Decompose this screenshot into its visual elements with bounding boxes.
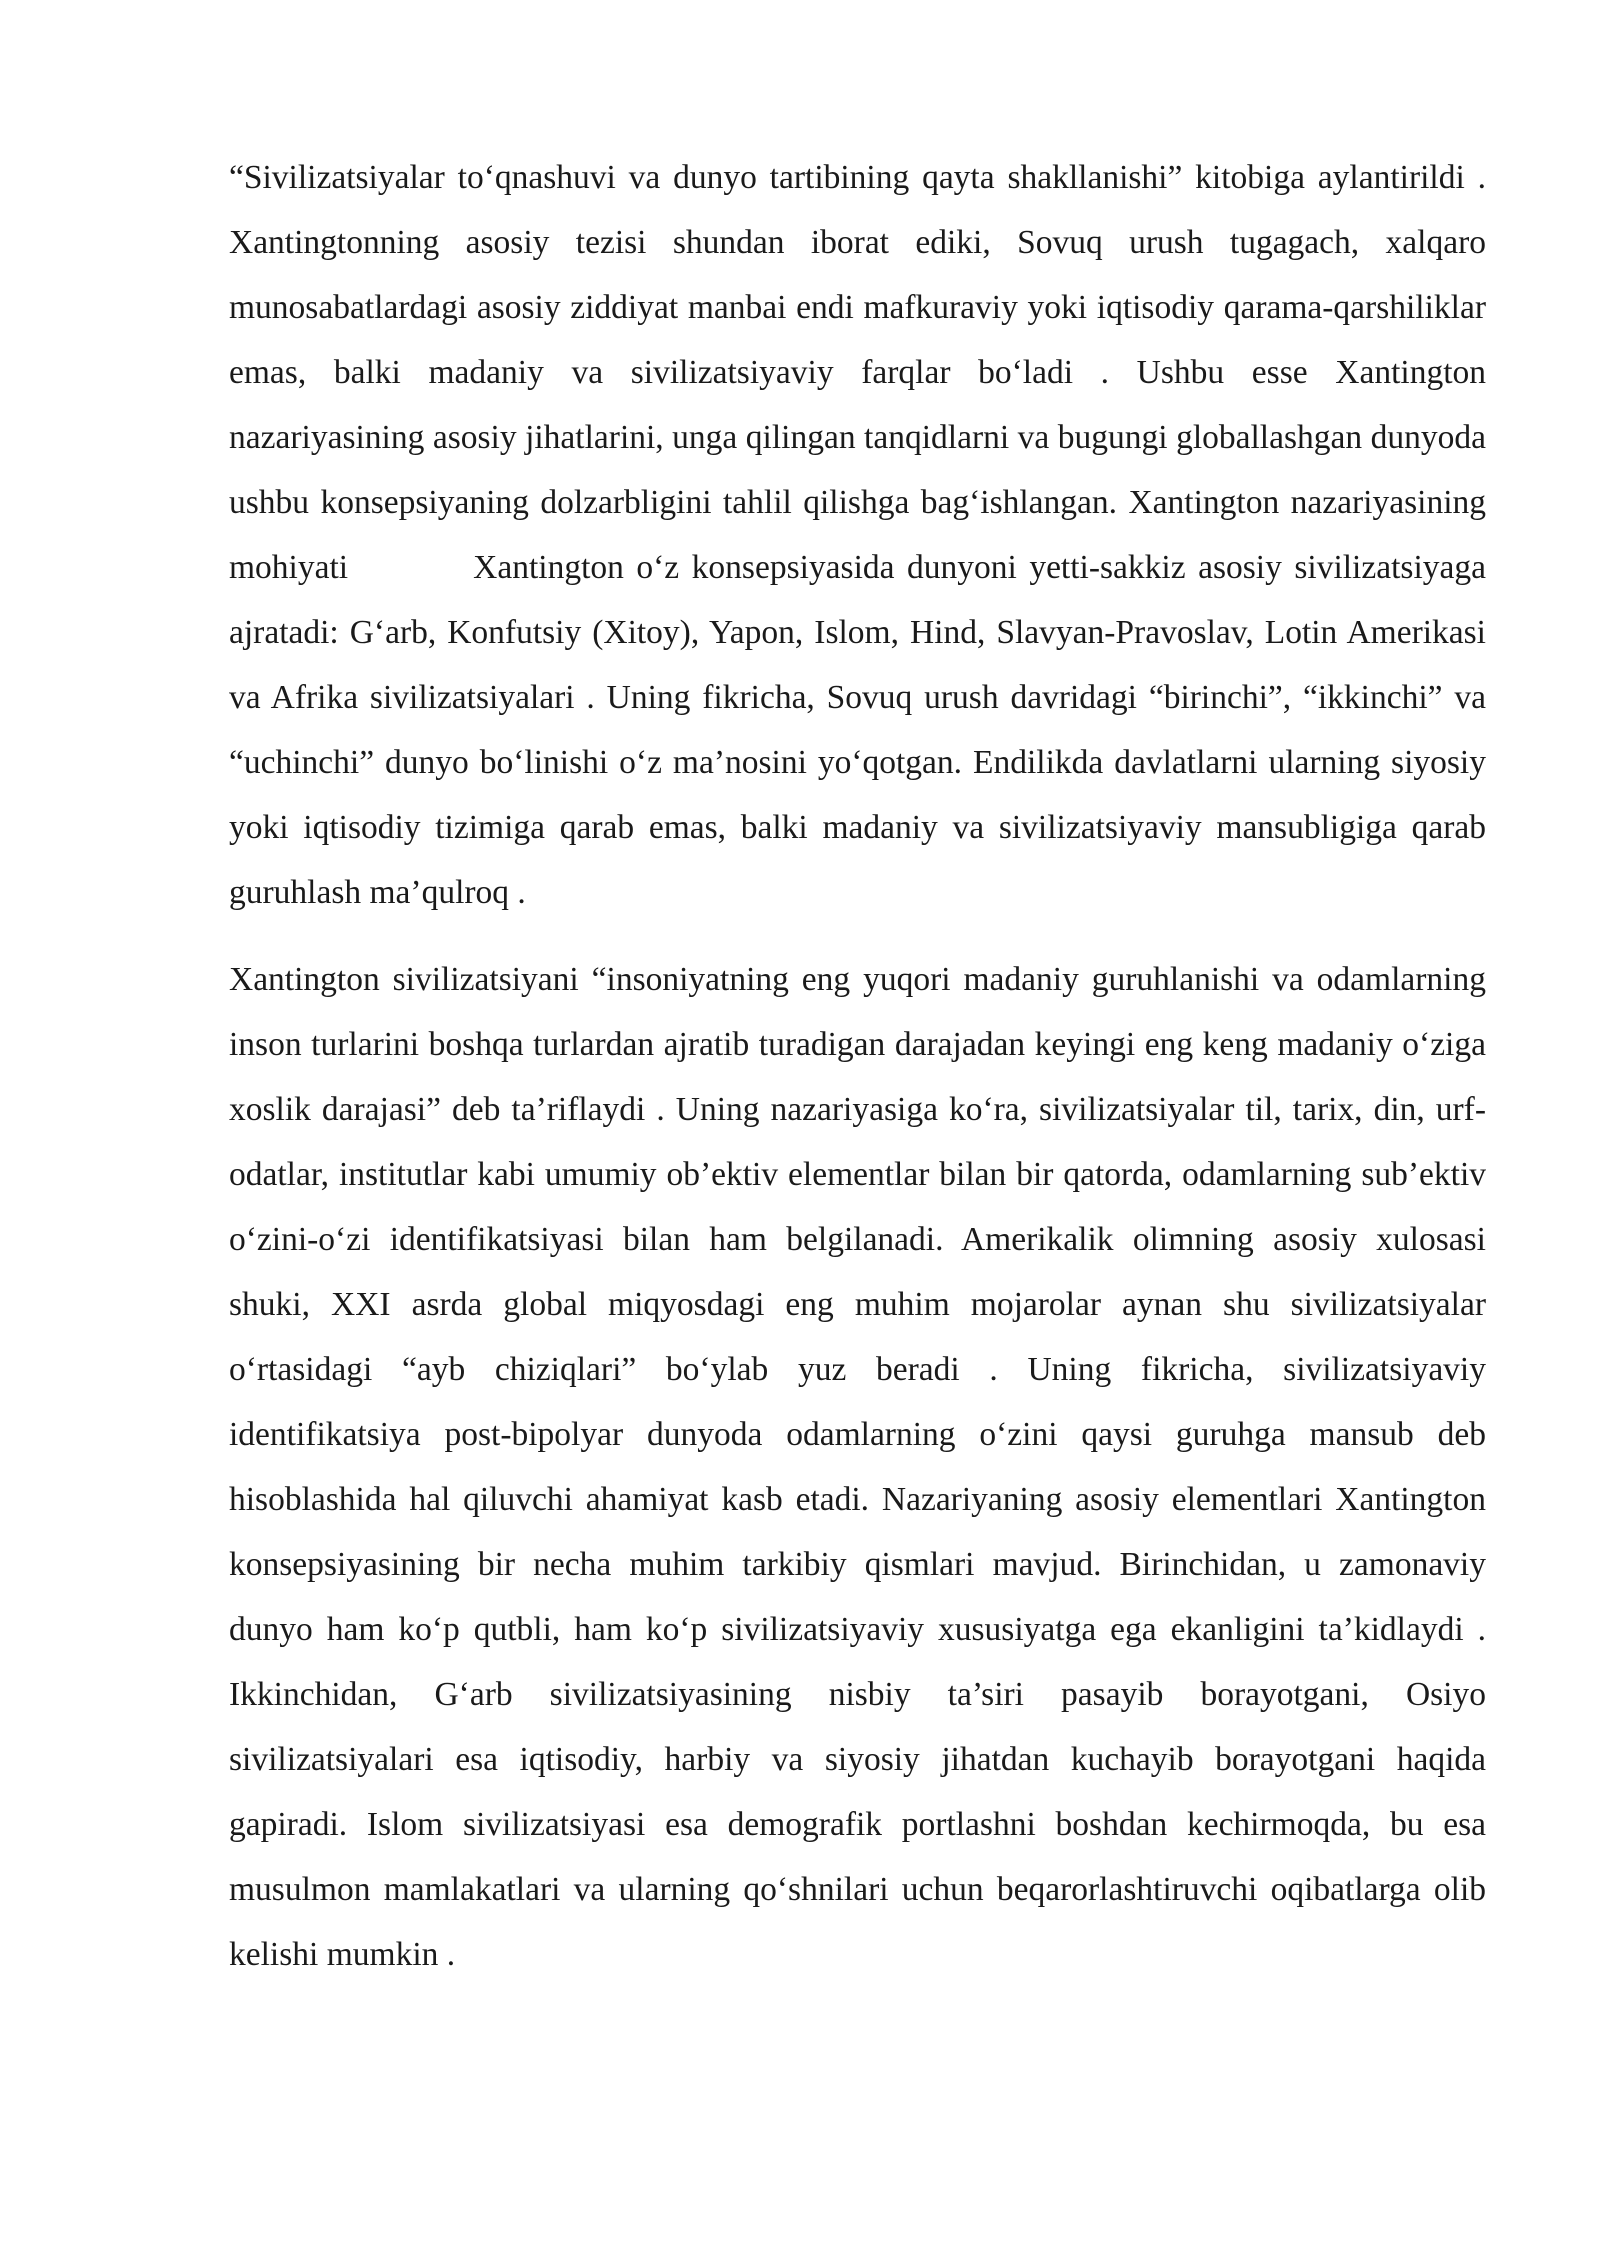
paragraph-1: “Sivilizatsiyalar to‘qnashuvi va dunyo tartibining qayta shakllanishi” kitobiga aylantirildi . Xantingtonning asosiy tezisi shundan iborat ediki, Sovuq urush tugagach, xalqaro munosabatlardagi asosiy ziddiyat manbai endi mafkuraviy yoki iqtisodiy qarama-qarshiliklar emas, balki madaniy va sivilizatsiyaviy farqlar bo‘ladi . Ushbu esse Xantington nazariyasining asosiy jihatlarini, unga qilingan tanqidlarni va bugungi globallashgan dunyoda ushbu konsepsiyaning dolzarbligini tahlil qilishga bag‘ishlangan. Xantington nazariyasining mohiyati Xantington o‘z konsepsiyasida dunyoni yetti-sakkiz asosiy sivilizatsiyaga ajratadi: G‘arb, Konfutsiy (Xitoy), Yapon, Islom, Hind, Slavyan-Pravoslav, Lotin Amerikasi va Afrika sivilizatsiyalari . Uning fikricha, Sovuq urush davridagi “birinchi”, “ikkinchi” va “uchinchi” dunyo bo‘linishi o‘z ma’nosini yo‘qotgan. Endilikda davlatlarni ularning siyosiy yoki iqtisodiy tizimiga qarab emas, balki madaniy va sivilizatsiyaviy mansubligiga qarab guruhlash ma’qulroq . <box>229 159 1495 911</box>
document-body <box>229 145 1495 1987</box>
paragraph-2: Xantington sivilizatsiyani “insoniyatning eng yuqori madaniy guruhlanishi va odamlarning inson turlarini boshqa turlardan ajratib turadigan darajadan keyingi eng keng madaniy o‘ziga xoslik darajasi” deb ta’riflaydi . Uning nazariyasiga ko‘ra, sivilizatsiyalar til, tarix, din, urf-odatlar, institutlar kabi umumiy ob’ektiv elementlar bilan bir qatorda, odamlarning sub’ektiv o‘zini-o‘zi identifikatsiyasi bilan ham belgilanadi. Amerikalik olimning asosiy xulosasi shuki, XXI asrda global miqyosdagi eng muhim mojarolar aynan shu sivilizatsiyalar o‘rtasidagi “ayb chiziqlari” bo‘ylab yuz beradi . Uning fikricha, sivilizatsiyaviy identifikatsiya post-bipolyar dunyoda odamlarning o‘zini qaysi guruhga mansub deb hisoblashida hal qiluvchi ahamiyat kasb etadi. Nazariyaning asosiy elementlari Xantington konsepsiyasining bir necha muhim tarkibiy qismlari mavjud. Birinchidan, u zamonaviy dunyo ham ko‘p qutbli, ham ko‘p sivilizatsiyaviy xususiyatga ega ekanligini ta’kidlaydi . Ikkinchidan, G‘arb sivilizatsiyasining nisbiy ta’siri pasayib borayotgani, Osiyo sivilizatsiyalari esa iqtisodiy, harbiy va siyosiy jihatdan kuchayib borayotgani haqida gapiradi. Islom sivilizatsiyasi esa demografik portlashni boshdan kechirmoqda, bu esa musulmon mamlakatlari va ularning qo‘shnilari uchun beqarorlashtiruvchi oqibatlarga olib kelishi mumkin . <box>229 961 1486 1973</box>
